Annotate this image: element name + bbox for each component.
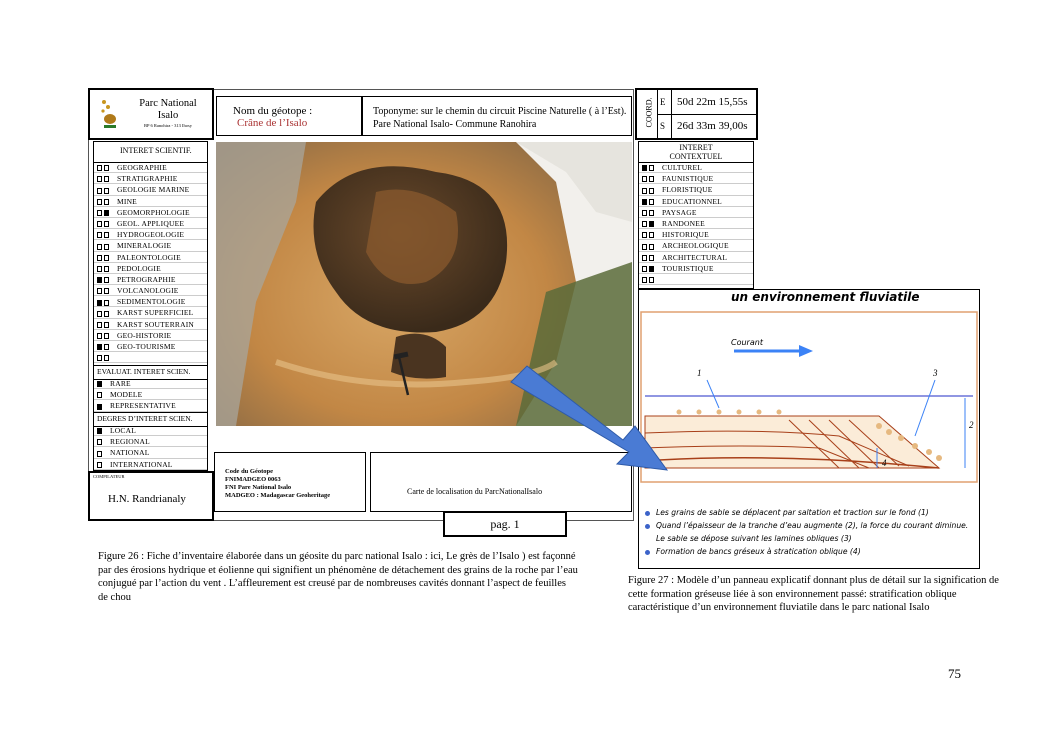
checklist-label: INTERNATIONAL bbox=[110, 459, 173, 469]
checkbox-1[interactable] bbox=[97, 288, 102, 294]
checklist-label: GEOL. APPLIQUEE bbox=[117, 218, 185, 228]
panel-bullet bbox=[645, 506, 975, 519]
checklist-label: TOURISTIQUE bbox=[662, 263, 714, 273]
checkbox-1[interactable] bbox=[642, 266, 647, 272]
checkbox-2[interactable] bbox=[104, 344, 109, 350]
checkbox-1[interactable] bbox=[642, 199, 647, 205]
ctx-item bbox=[639, 196, 753, 207]
checkbox-2[interactable] bbox=[104, 277, 109, 283]
checkbox-2[interactable] bbox=[104, 322, 109, 328]
checklist-label: MINERALOGIE bbox=[117, 241, 172, 251]
checkbox-2[interactable] bbox=[104, 199, 109, 205]
checkbox-1[interactable] bbox=[97, 381, 102, 387]
checklist-label: NATIONAL bbox=[110, 448, 150, 458]
sci-item bbox=[94, 240, 207, 251]
checkbox-2[interactable] bbox=[104, 176, 109, 182]
interet-scientifique-header: INTERET SCIENTIF. bbox=[120, 146, 192, 155]
blue-arrow-icon bbox=[505, 360, 675, 480]
sci-item bbox=[94, 196, 207, 207]
checkbox-1[interactable] bbox=[97, 266, 102, 272]
sci-item bbox=[94, 319, 207, 330]
eval-item bbox=[94, 400, 207, 411]
sci-item bbox=[94, 352, 207, 363]
checklist-label: MINE bbox=[117, 196, 137, 206]
page-number: 75 bbox=[948, 666, 961, 681]
sci-item bbox=[94, 285, 207, 296]
checkbox-1[interactable] bbox=[642, 244, 647, 250]
coord-e-value: 50d 22m 15,55s bbox=[677, 96, 748, 108]
ctx-item bbox=[639, 240, 753, 251]
checklist-label: GEOLOGIE MARINE bbox=[117, 185, 190, 195]
checklist-label: MODELE bbox=[110, 390, 143, 400]
degres-list bbox=[94, 425, 207, 470]
sci-item bbox=[94, 296, 207, 307]
toponyme-box bbox=[362, 96, 632, 136]
bullet-dot-icon bbox=[645, 524, 650, 529]
checkbox-2[interactable] bbox=[104, 266, 109, 272]
checkbox-2[interactable] bbox=[104, 221, 109, 227]
coord-s-value: 26d 33m 39,00s bbox=[677, 120, 748, 132]
checklist-label: PEDOLOGIE bbox=[117, 263, 161, 273]
diagram-num-1: 1 bbox=[697, 368, 702, 378]
sci-item bbox=[94, 330, 207, 341]
evaluation-header: EVALUAT. INTERET SCIEN. bbox=[97, 367, 191, 376]
checkbox-1[interactable] bbox=[642, 188, 647, 194]
carte-label: Carte de localisation du ParcNationalIsalo bbox=[407, 487, 543, 496]
sci-item bbox=[94, 252, 207, 263]
park-name-line2: Isalo bbox=[157, 110, 179, 121]
checkbox-1[interactable] bbox=[642, 255, 647, 261]
evaluation-list bbox=[94, 378, 207, 412]
checkbox-1[interactable] bbox=[97, 344, 102, 350]
checkbox-2[interactable] bbox=[104, 255, 109, 261]
coords-label: COORD. bbox=[644, 97, 654, 128]
compilateur-box bbox=[88, 471, 214, 521]
checkbox-1[interactable] bbox=[97, 188, 102, 194]
checkbox-1[interactable] bbox=[642, 176, 647, 182]
coord-e-label: E bbox=[660, 97, 666, 107]
page-label: pag. 1 bbox=[490, 517, 520, 531]
bullet-dot-icon bbox=[645, 550, 650, 555]
panel-bullet bbox=[645, 545, 975, 558]
toponyme-text: Toponyme: sur le chemin du circuit Piscine Naturelle ( à l’Est). Pare National Isalo- Commune Ranohira bbox=[373, 106, 627, 130]
ctx-item bbox=[639, 207, 753, 218]
checkbox-2[interactable] bbox=[649, 221, 654, 227]
ctx-item bbox=[639, 263, 753, 274]
checkbox-1[interactable] bbox=[97, 355, 102, 361]
bullet-dot-icon bbox=[645, 537, 650, 542]
sci-item bbox=[94, 263, 207, 274]
checklist-label: GEOMORPHOLOGIE bbox=[117, 207, 190, 217]
checkbox-1[interactable] bbox=[642, 165, 647, 171]
checkbox-1[interactable] bbox=[97, 439, 102, 445]
courant-label: Courant bbox=[731, 338, 763, 347]
checkbox-1[interactable] bbox=[97, 221, 102, 227]
checkbox-1[interactable] bbox=[97, 176, 102, 182]
checkbox-1[interactable] bbox=[97, 392, 102, 398]
checklist-label: VOLCANOLOGIE bbox=[117, 286, 179, 296]
figure-27-caption: Figure 27 : Modèle d’un panneau explicatif donnant plus de détail sur la signification de cette formation gréseuse liée à son environnement passé: stratification oblique caractéristique d’un environnement fluviatile dans le parc national Isalo bbox=[628, 575, 999, 613]
park-name-line1: Parc National bbox=[139, 98, 197, 109]
checkbox-1[interactable] bbox=[97, 255, 102, 261]
code-label: Code du Géotope bbox=[225, 468, 274, 475]
eval-item bbox=[94, 389, 207, 400]
degres-header: DEGRES D’INTERET SCIEN. bbox=[97, 414, 193, 423]
logo-box bbox=[88, 88, 214, 140]
lemur-logo-icon bbox=[98, 98, 120, 132]
sci-item bbox=[94, 307, 207, 318]
checklist-label: PALEONTOLOGIE bbox=[117, 252, 181, 262]
checkbox-2[interactable] bbox=[649, 232, 654, 238]
checkbox-1[interactable] bbox=[97, 210, 102, 216]
ctx-item bbox=[639, 162, 753, 173]
checkbox-2[interactable] bbox=[104, 288, 109, 294]
fluvial-diagram bbox=[639, 308, 979, 498]
park-address: BP 6 Ranohira - 313 Ihosy bbox=[144, 123, 192, 128]
checkbox-2[interactable] bbox=[649, 199, 654, 205]
checkbox-1[interactable] bbox=[97, 232, 102, 238]
eval-item bbox=[94, 378, 207, 389]
checklist-label: KARST SOUTERRAIN bbox=[117, 319, 195, 329]
compilateur-name: H.N. Randrianaly bbox=[108, 493, 186, 505]
interet-contextuel-list bbox=[639, 162, 753, 285]
checklist-label: GEOGRAPHIE bbox=[117, 163, 167, 172]
checkbox-2[interactable] bbox=[104, 232, 109, 238]
checkbox-2[interactable] bbox=[649, 210, 654, 216]
code-park: FNI Pare National Isalo bbox=[225, 484, 292, 491]
checkbox-2[interactable] bbox=[104, 311, 109, 317]
checklist-label: KARST SUPERFICIEL bbox=[117, 308, 194, 318]
checkbox-2[interactable] bbox=[104, 210, 109, 216]
diagram-num-3: 3 bbox=[933, 368, 938, 378]
checkbox-2[interactable] bbox=[104, 165, 109, 171]
checkbox-1[interactable] bbox=[97, 199, 102, 205]
checkbox-2[interactable] bbox=[104, 188, 109, 194]
checklist-label: ARCHEOLOGIQUE bbox=[662, 241, 729, 251]
sci-item bbox=[94, 274, 207, 285]
checkbox-2[interactable] bbox=[649, 176, 654, 182]
interet-scientifique-panel bbox=[93, 141, 208, 471]
checklist-label: LOCAL bbox=[110, 426, 136, 435]
checkbox-1[interactable] bbox=[97, 333, 102, 339]
geotope-name-box bbox=[216, 96, 362, 136]
code-value: FNIMADGEO 0063 bbox=[225, 476, 281, 483]
geotope-name-value: Crâne de l’Isalo bbox=[237, 117, 308, 129]
sci-item bbox=[94, 184, 207, 195]
contextuel-header-line2: CONTEXTUEL bbox=[669, 152, 723, 161]
checklist-label: HYDROGEOLOGIE bbox=[117, 230, 185, 240]
panel-bullet bbox=[645, 532, 975, 545]
code-madgeo: MADGEO : Madagascar Geoheritage bbox=[225, 492, 331, 499]
checkbox-2[interactable] bbox=[649, 255, 654, 261]
panel-title: un environnement fluviatile bbox=[731, 290, 920, 304]
checklist-label: SEDIMENTOLOGIE bbox=[117, 297, 186, 307]
compilateur-label: COMPILATEUR bbox=[93, 474, 125, 479]
ctx-item bbox=[639, 274, 753, 285]
ctx-item bbox=[639, 173, 753, 184]
coord-s-label: S bbox=[660, 121, 666, 131]
checkbox-2[interactable] bbox=[649, 188, 654, 194]
checkbox-1[interactable] bbox=[97, 322, 102, 328]
checkbox-2[interactable] bbox=[104, 333, 109, 339]
sci-item bbox=[94, 162, 207, 173]
checkbox-2[interactable] bbox=[104, 355, 109, 361]
checkbox-1[interactable] bbox=[97, 404, 102, 410]
figure-26-caption: Figure 26 : Fiche d’inventaire élaborée dans un géosite du parc national Isalo : ici, Le grès de l’Isalo ) est façonné par des érosions hydrique et éolienne qui signifient un phénomène de détachement des grains de la roche par l’eau conjugué par l’action du vent . L’affleurement est creusé par de nombreuses cavités donnant l’aspect de feuilles de chou bbox=[98, 551, 578, 603]
interet-scientifique-list bbox=[94, 162, 207, 363]
checklist-label: CULTUREL bbox=[662, 163, 703, 172]
diagram-num-4: 4 bbox=[882, 458, 887, 468]
ctx-item bbox=[639, 252, 753, 263]
bullet-dot-icon bbox=[645, 511, 650, 516]
checkbox-2[interactable] bbox=[649, 266, 654, 272]
sci-item bbox=[94, 173, 207, 184]
sci-item bbox=[94, 229, 207, 240]
checklist-label: PETROGRAPHIE bbox=[117, 274, 176, 284]
checkbox-1[interactable] bbox=[97, 451, 102, 457]
checkbox-2[interactable] bbox=[649, 244, 654, 250]
checkbox-2[interactable] bbox=[649, 165, 654, 171]
bullet-text: Quand l’épaisseur de la tranche d’eau augmente (2), la force du courant diminue. bbox=[656, 521, 969, 530]
checkbox-1[interactable] bbox=[97, 428, 102, 434]
checklist-label: GEO-TOURISME bbox=[117, 342, 176, 351]
degres-item bbox=[94, 447, 207, 458]
checkbox-2[interactable] bbox=[649, 277, 654, 283]
ctx-item bbox=[639, 184, 753, 195]
code-geotope-box bbox=[214, 452, 366, 512]
panel-bullet bbox=[645, 519, 975, 532]
checklist-label: RARE bbox=[110, 379, 131, 388]
diagram-num-2: 2 bbox=[969, 420, 974, 430]
checkbox-1[interactable] bbox=[642, 221, 647, 227]
ctx-item bbox=[639, 218, 753, 229]
checkbox-1[interactable] bbox=[97, 244, 102, 250]
checklist-label: PAYSAGE bbox=[662, 207, 697, 217]
degres-item bbox=[94, 425, 207, 436]
sci-item bbox=[94, 218, 207, 229]
checkbox-1[interactable] bbox=[97, 311, 102, 317]
checkbox-1[interactable] bbox=[642, 277, 647, 283]
checklist-label: HISTORIQUE bbox=[662, 230, 709, 240]
checklist-label: FAUNISTIQUE bbox=[662, 174, 714, 184]
checkbox-1[interactable] bbox=[97, 165, 102, 171]
checklist-label: REPRESENTATIVE bbox=[110, 401, 176, 411]
checkbox-2[interactable] bbox=[104, 300, 109, 306]
checklist-label: REGIONAL bbox=[110, 437, 150, 447]
degres-item bbox=[94, 459, 207, 470]
interet-contextuel-panel bbox=[638, 141, 754, 289]
bullet-text: Le sable se dépose suivant les lamines obliques (3) bbox=[656, 534, 852, 543]
checklist-label: GEO-HISTORIE bbox=[117, 330, 172, 340]
checkbox-1[interactable] bbox=[642, 210, 647, 216]
sci-item bbox=[94, 207, 207, 218]
checklist-label: EDUCATIONNEL bbox=[662, 196, 722, 206]
checklist-label: STRATIGRAPHIE bbox=[117, 174, 178, 184]
checklist-label: FLORISTIQUE bbox=[662, 185, 713, 195]
checkbox-2[interactable] bbox=[104, 244, 109, 250]
contextuel-header-line1: INTERET bbox=[679, 143, 713, 152]
coords-box bbox=[635, 88, 758, 140]
checklist-label: RANDONEE bbox=[662, 218, 705, 228]
sci-item bbox=[94, 341, 207, 352]
checklist-label: ARCHITECTURAL bbox=[662, 252, 728, 262]
checkbox-1[interactable] bbox=[97, 300, 102, 306]
panel-bullets bbox=[645, 506, 975, 558]
checkbox-1[interactable] bbox=[97, 277, 102, 283]
bullet-text: Formation de bancs gréseux à stratication oblique (4) bbox=[656, 547, 861, 556]
bullet-text: Les grains de sable se déplacent par saltation et traction sur le fond (1) bbox=[656, 508, 929, 517]
geotope-name-label: Nom du géotope : bbox=[233, 105, 313, 117]
checkbox-1[interactable] bbox=[642, 232, 647, 238]
fluvial-panel bbox=[638, 289, 980, 569]
page-label-box bbox=[443, 511, 567, 537]
checkbox-1[interactable] bbox=[97, 462, 102, 468]
degres-item bbox=[94, 436, 207, 447]
ctx-item bbox=[639, 229, 753, 240]
